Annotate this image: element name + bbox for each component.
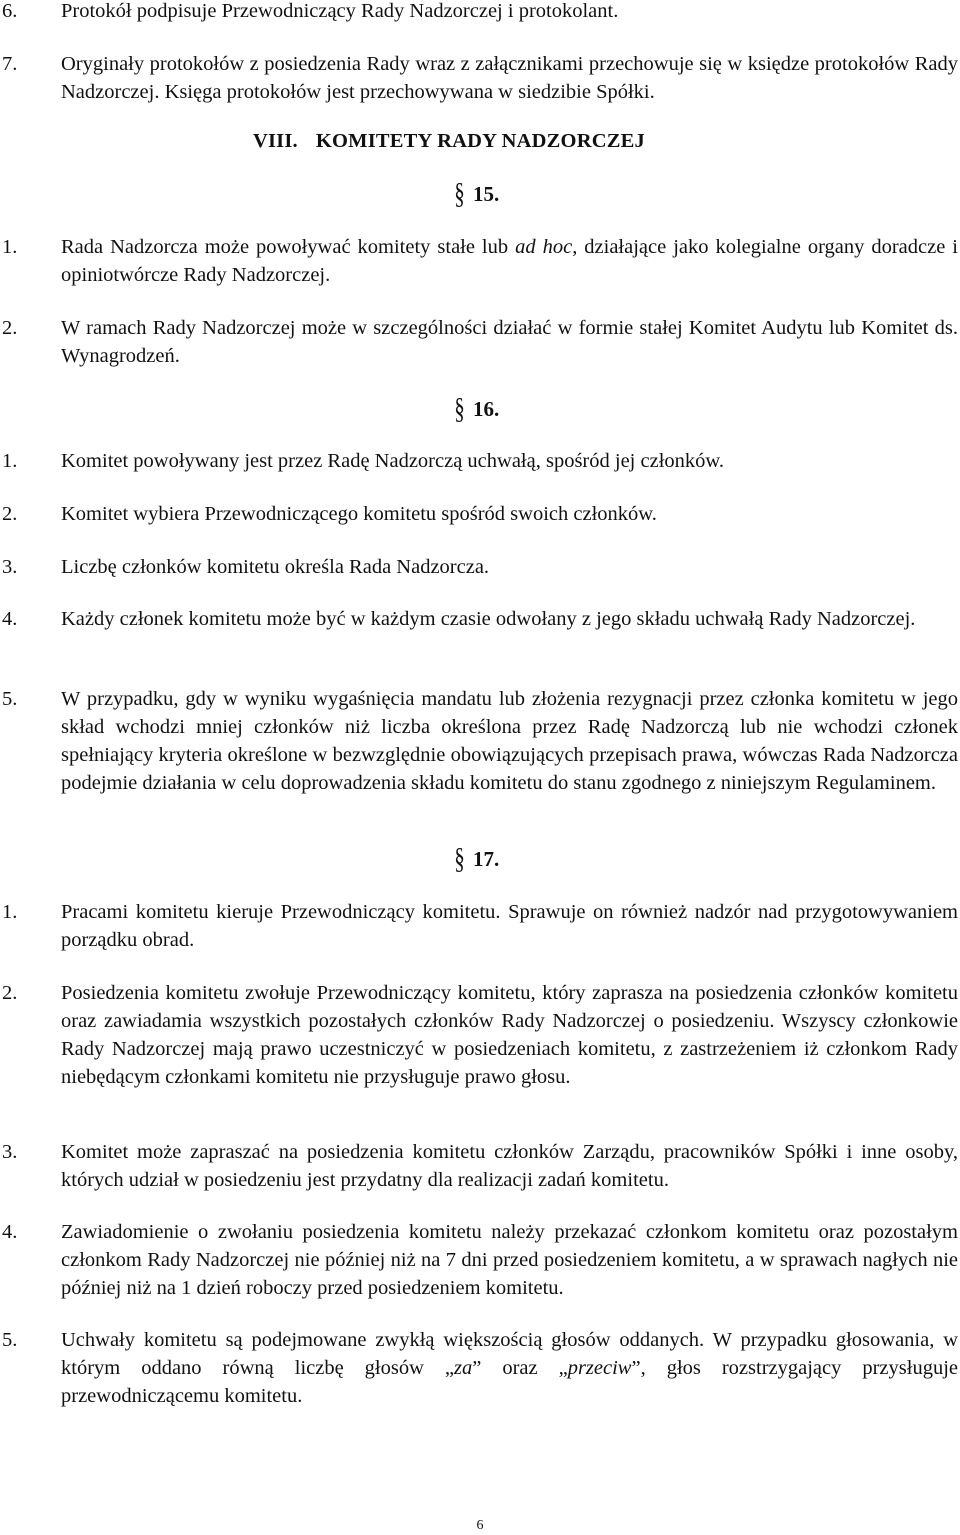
italic-term: ad hoc — [515, 236, 573, 258]
section-17-item-2 — [0, 979, 958, 1091]
section-label: 17. — [473, 847, 500, 871]
item-number: 2. — [2, 503, 18, 525]
item-number: 5. — [2, 688, 18, 710]
chapter-title: KOMITETY RADY NADZORCZEJ — [315, 130, 645, 152]
item-text: Pracami komitetu kieruje Przewodniczący komitetu. Sprawuje on również nadzór nad przygotowywaniem porządku obrad. — [61, 901, 958, 951]
item-number: 1. — [2, 450, 18, 472]
paragraph-6 — [0, 0, 958, 25]
item-number: 2. — [2, 982, 18, 1004]
italic-term: za — [454, 1357, 473, 1379]
item-number: 3. — [2, 1141, 18, 1163]
item-text: W ramach Rady Nadzorczej może w szczególności działać w formie stałej Komitet Audytu lub Komitet ds. Wynagrodzeń. — [61, 317, 958, 367]
section-16-item-5 — [0, 685, 958, 797]
item-text: Komitet może zapraszać na posiedzenia komitetu członków Zarządu, pracowników Spółki i inne osoby, których udział w posiedzeniu jest przydatny dla realizacji zadań komitetu. — [61, 1141, 958, 1191]
item-number: 3. — [2, 556, 18, 578]
section-heading-16 — [452, 392, 500, 425]
section-heading-17 — [452, 842, 500, 875]
item-text: Każdy członek komitetu może być w każdym czasie odwołany z jego składu uchwałą Rady Nadzorczej. — [61, 608, 916, 630]
item-text: Uchwały komitetu są podejmowane zwykłą większością głosów oddanych. W przypadku głosowania, w którym oddano równą liczbę głosów „za” oraz „przeciw”, głos rozstrzygający przysługuje przewodniczącemu komitetu. — [61, 1329, 959, 1407]
paragraph-number: 7. — [2, 53, 18, 75]
section-15-item-2 — [0, 314, 958, 370]
section-16-item-1 — [0, 447, 958, 475]
paragraph-text: Oryginały protokołów z posiedzenia Rady wraz z załącznikami przechowuje się w księdze protokołów Rady Nadzorczej. Księga protokołów jest przechowywana w siedzibie Spółki. — [61, 53, 958, 103]
item-text: Rada Nadzorcza może powoływać komitety stałe lub ad hoc, działające jako kolegialne organy doradcze i opiniotwórcze Rady Nadzorczej. — [61, 236, 958, 286]
item-number: 2. — [2, 317, 18, 339]
section-17-item-1 — [0, 898, 958, 954]
section-16-item-3 — [0, 553, 958, 581]
item-text: Liczbę członków komitetu określa Rada Nadzorcza. — [61, 556, 490, 578]
page-number: 6 — [476, 1518, 484, 1533]
section-heading-15 — [452, 177, 500, 210]
section-label: 16. — [473, 397, 500, 421]
item-text: Komitet wybiera Przewodniczącego komitetu spośród swoich członków. — [61, 503, 657, 525]
section-label: 15. — [473, 182, 500, 206]
item-text: Zawiadomienie o zwołaniu posiedzenia komitetu należy przekazać członkom komitetu oraz pozostałym członkom Rady Nadzorczej nie później niż na 7 dni przed posiedzeniem komitetu, a w sprawach nagłych nie później niż na 1 dzień roboczy przed posiedzeniem komitetu. — [61, 1221, 958, 1299]
paragraph-number: 6. — [2, 0, 18, 22]
chapter-heading — [253, 127, 645, 155]
item-number: 4. — [2, 1221, 18, 1243]
item-number: 1. — [2, 901, 18, 923]
section-16-item-4 — [0, 605, 958, 633]
item-number: 5. — [2, 1329, 18, 1351]
item-text: W przypadku, gdy w wyniku wygaśnięcia mandatu lub złożenia rezygnacji przez członka komitetu w jego skład wchodzi mniej członków niż liczba określona przez Radę Nadzorczą lub nie wchodzi członek spełniający kryteria określone w bezwzględnie obowiązujących przepisach prawa, wówczas Rada Nadzorcza podejmie działania w celu doprowadzenia składu komitetu do stanu zgodnego z niniejszym Regulaminem. — [61, 688, 958, 794]
item-number: 4. — [2, 608, 18, 630]
italic-term: przeciw — [567, 1357, 632, 1379]
item-text: Posiedzenia komitetu zwołuje Przewodniczący komitetu, który zaprasza na posiedzenia członków komitetu oraz zawiadamia wszystkich pozostałych członków Rady Nadzorczej o posiedzeniu. Wszyscy członkowie Rady Nadzorczej mają prawo uczestniczyć w posiedzeniach komitetu, z zastrzeżeniem iż członkom Rady niebędącym członkami komitetu nie przysługuje prawo głosu. — [61, 982, 958, 1088]
item-text: Komitet powoływany jest przez Radę Nadzorczą uchwałą, spośród jej członków. — [61, 450, 724, 472]
paragraph-text: Protokół podpisuje Przewodniczący Rady Nadzorczej i protokolant. — [61, 0, 619, 22]
item-number: 1. — [2, 236, 18, 258]
chapter-number: VIII. — [253, 130, 298, 152]
section-17-item-4 — [0, 1218, 958, 1302]
section-17-item-3 — [0, 1138, 958, 1194]
paragraph-7 — [0, 50, 958, 106]
section-sign-icon: § — [454, 177, 465, 210]
section-17-item-5 — [0, 1326, 958, 1410]
section-16-item-2 — [0, 500, 958, 528]
section-sign-icon: § — [454, 842, 465, 875]
section-sign-icon: § — [454, 392, 465, 425]
section-15-item-1 — [0, 233, 958, 289]
